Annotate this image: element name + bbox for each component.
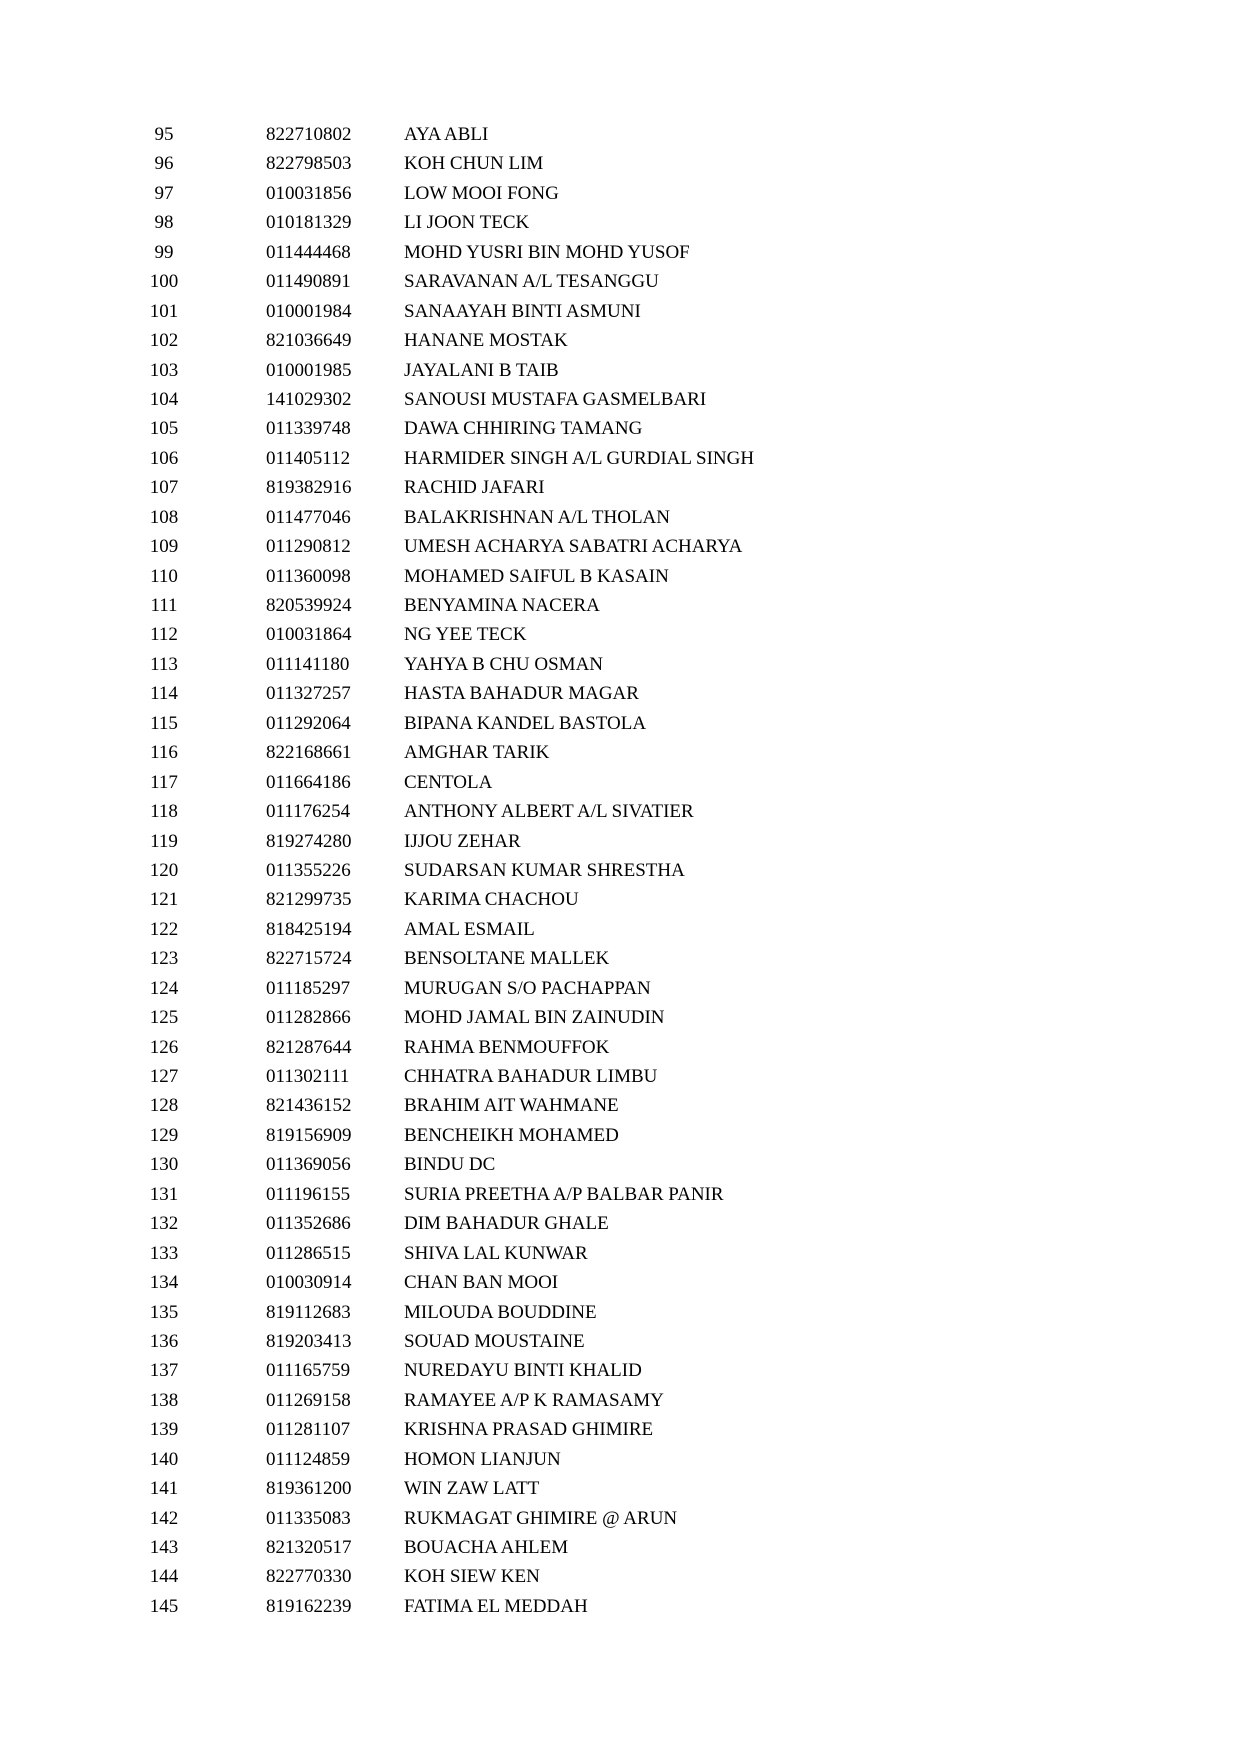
row-name: HOMON LIANJUN [404, 1448, 561, 1470]
list-row [0, 1356, 1241, 1385]
row-id: 011286515 [266, 1242, 351, 1264]
row-id: 011405112 [266, 447, 351, 469]
row-name: LOW MOOI FONG [404, 182, 559, 204]
row-name: BOUACHA AHLEM [404, 1537, 569, 1558]
row-name: LI JOON TECK [404, 212, 530, 234]
row-name: BENYAMINA NACERA [404, 595, 600, 616]
row-id: 011269158 [266, 1389, 351, 1411]
row-id: 821299735 [266, 889, 352, 911]
list-row [0, 856, 1241, 885]
row-id: 011290812 [266, 536, 351, 558]
row-name: BENCHEIKH MOHAMED [404, 1124, 619, 1146]
list-row [0, 1327, 1241, 1356]
list-row [0, 827, 1241, 856]
row-number: 122 [149, 918, 179, 940]
row-name: FATIMA EL MEDDAH [404, 1595, 588, 1617]
row-id: 822798503 [266, 153, 352, 175]
list-row [0, 179, 1241, 208]
row-name: IJJOU ZEHAR [404, 830, 521, 852]
row-number: 104 [149, 388, 179, 410]
row-number: 138 [149, 1389, 179, 1411]
row-number: 135 [149, 1301, 179, 1323]
row-id: 819112683 [266, 1301, 351, 1323]
list-row [0, 1474, 1241, 1503]
row-number: 108 [149, 506, 179, 528]
list-row [0, 679, 1241, 708]
row-name: HASTA BAHADUR MAGAR [404, 683, 639, 705]
row-name: NG YEE TECK [404, 624, 527, 646]
row-number: 120 [149, 859, 179, 881]
list-row [0, 915, 1241, 944]
list-row [0, 1062, 1241, 1091]
row-name: KARIMA CHACHOU [404, 889, 579, 911]
list-row [0, 297, 1241, 326]
row-number: 123 [149, 948, 179, 970]
row-id: 819162239 [266, 1595, 352, 1617]
row-number: 145 [149, 1595, 179, 1617]
row-id: 822770330 [266, 1566, 352, 1588]
row-name: UMESH ACHARYA SABATRI ACHARYA [404, 536, 743, 558]
row-number: 98 [154, 212, 174, 234]
list-row [0, 1091, 1241, 1120]
row-name: BENSOLTANE MALLEK [404, 948, 610, 970]
row-number: 109 [149, 536, 179, 558]
row-number: 106 [149, 447, 179, 469]
row-number: 96 [154, 153, 174, 175]
row-id: 141029302 [266, 388, 352, 410]
row-name: KOH SIEW KEN [404, 1566, 540, 1588]
row-number: 111 [150, 595, 178, 616]
row-name: MILOUDA BOUDDINE [404, 1301, 597, 1323]
row-id: 011490891 [266, 271, 351, 293]
row-number: 105 [149, 418, 179, 440]
list-row [0, 503, 1241, 532]
list-row [0, 532, 1241, 561]
row-id: 820539924 [266, 595, 352, 616]
row-name: SANOUSI MUSTAFA GASMELBARI [404, 388, 707, 410]
row-name: BINDU DC [404, 1154, 496, 1176]
row-id: 011176254 [266, 801, 351, 823]
row-number: 144 [149, 1566, 179, 1588]
row-name: WIN ZAW LATT [404, 1478, 540, 1500]
row-name: CENTOLA [404, 771, 493, 793]
row-name: HANANE MOSTAK [404, 330, 568, 352]
row-id: 011196155 [266, 1183, 351, 1205]
row-number: 125 [149, 1007, 179, 1029]
row-id: 821436152 [266, 1095, 352, 1117]
row-number: 130 [149, 1154, 179, 1176]
row-name: DIM BAHADUR GHALE [404, 1213, 609, 1235]
row-number: 137 [149, 1360, 179, 1382]
row-name: KOH CHUN LIM [404, 153, 544, 175]
row-number: 136 [149, 1330, 179, 1352]
row-number: 103 [149, 359, 179, 381]
row-name: BALAKRISHNAN A/L THOLAN [404, 506, 670, 528]
row-number: 132 [149, 1213, 179, 1235]
row-id: 819361200 [266, 1478, 352, 1500]
list-row [0, 1209, 1241, 1238]
list-row [0, 797, 1241, 826]
list-row [0, 650, 1241, 679]
row-number: 143 [149, 1537, 179, 1558]
row-id: 821320517 [266, 1537, 352, 1558]
row-number: 140 [149, 1448, 179, 1470]
row-number: 114 [150, 683, 178, 705]
row-id: 821287644 [266, 1036, 352, 1058]
row-number: 129 [149, 1124, 179, 1146]
row-name: ANTHONY ALBERT A/L SIVATIER [404, 801, 694, 823]
row-number: 142 [149, 1507, 179, 1529]
row-number: 99 [154, 241, 174, 263]
row-id: 011281107 [266, 1419, 351, 1441]
list-row [0, 1033, 1241, 1062]
row-number: 131 [149, 1183, 179, 1205]
row-number: 128 [149, 1095, 179, 1117]
list-row [0, 974, 1241, 1003]
row-id: 011141180 [266, 653, 350, 675]
list-row [0, 473, 1241, 502]
row-number: 117 [150, 771, 178, 793]
row-number: 119 [150, 830, 178, 852]
list-row [0, 149, 1241, 178]
row-name: SHIVA LAL KUNWAR [404, 1242, 588, 1264]
row-number: 126 [149, 1036, 179, 1058]
row-name: RUKMAGAT GHIMIRE @ ARUN [404, 1507, 678, 1529]
row-id: 011165759 [266, 1360, 351, 1382]
row-number: 112 [150, 624, 178, 646]
list-row [0, 620, 1241, 649]
row-id: 011444468 [266, 241, 351, 263]
row-number: 107 [149, 477, 179, 499]
list-row [0, 1445, 1241, 1474]
row-id: 010001984 [266, 300, 352, 322]
row-id: 819382916 [266, 477, 352, 499]
row-id: 011327257 [266, 683, 351, 705]
row-id: 011360098 [266, 565, 351, 587]
list-row [0, 1533, 1241, 1562]
row-name: SURIA PREETHA A/P BALBAR PANIR [404, 1183, 724, 1205]
row-name: MOHAMED SAIFUL B KASAIN [404, 565, 669, 587]
row-name: SOUAD MOUSTAINE [404, 1330, 585, 1352]
row-name: YAHYA B CHU OSMAN [404, 653, 604, 675]
list-row [0, 591, 1241, 620]
row-id: 010001985 [266, 359, 352, 381]
row-id: 010181329 [266, 212, 352, 234]
row-name: SANAAYAH BINTI ASMUNI [404, 300, 641, 322]
row-id: 011352686 [266, 1213, 351, 1235]
list-row [0, 885, 1241, 914]
row-name: MOHD JAMAL BIN ZAINUDIN [404, 1007, 665, 1029]
row-name: SARAVANAN A/L TESANGGU [404, 271, 659, 293]
row-id: 010031864 [266, 624, 352, 646]
row-id: 821036649 [266, 330, 352, 352]
list-row [0, 238, 1241, 267]
list-row [0, 1121, 1241, 1150]
row-name: BRAHIM AIT WAHMANE [404, 1095, 619, 1117]
row-name: AMGHAR TARIK [404, 742, 550, 764]
list-row [0, 768, 1241, 797]
row-name: JAYALANI B TAIB [404, 359, 559, 381]
row-name: CHAN BAN MOOI [404, 1272, 559, 1294]
row-name: RAMAYEE A/P K RAMASAMY [404, 1389, 664, 1411]
list-row [0, 738, 1241, 767]
list-row [0, 1415, 1241, 1444]
list-row [0, 944, 1241, 973]
row-id: 011369056 [266, 1154, 351, 1176]
row-name: AMAL ESMAIL [404, 918, 535, 940]
row-id: 822715724 [266, 948, 352, 970]
row-name: DAWA CHHIRING TAMANG [404, 418, 643, 440]
list-row [0, 385, 1241, 414]
row-id: 819156909 [266, 1124, 352, 1146]
list-row [0, 562, 1241, 591]
row-id: 011292064 [266, 712, 351, 734]
list-row [0, 1298, 1241, 1327]
list-row [0, 1239, 1241, 1268]
row-id: 011477046 [266, 506, 351, 528]
list-row [0, 1268, 1241, 1297]
row-number: 118 [150, 801, 178, 823]
row-name: MOHD YUSRI BIN MOHD YUSOF [404, 241, 690, 263]
row-name: BIPANA KANDEL BASTOLA [404, 712, 647, 734]
row-id: 011282866 [266, 1007, 351, 1029]
row-number: 127 [149, 1066, 179, 1087]
row-number: 133 [149, 1242, 179, 1264]
row-number: 134 [149, 1272, 179, 1294]
row-name: RACHID JAFARI [404, 477, 545, 499]
list-row [0, 326, 1241, 355]
row-number: 100 [149, 271, 179, 293]
row-id: 011335083 [266, 1507, 351, 1529]
row-name: RAHMA BENMOUFFOK [404, 1036, 610, 1058]
list-row [0, 444, 1241, 473]
list-row [0, 120, 1241, 149]
row-id: 010030914 [266, 1272, 352, 1294]
row-number: 110 [150, 565, 178, 587]
row-id: 011124859 [266, 1448, 351, 1470]
row-name: HARMIDER SINGH A/L GURDIAL SINGH [404, 447, 755, 469]
row-number: 121 [149, 889, 179, 911]
list-row [0, 1562, 1241, 1591]
row-id: 822168661 [266, 742, 352, 764]
row-number: 115 [150, 712, 178, 734]
row-name: KRISHNA PRASAD GHIMIRE [404, 1419, 654, 1441]
name-list [0, 120, 1241, 1621]
row-number: 113 [150, 653, 178, 675]
list-row [0, 1386, 1241, 1415]
row-id: 011185297 [266, 977, 351, 999]
row-name: AYA ABLI [404, 124, 489, 145]
row-id: 010031856 [266, 182, 352, 204]
list-row [0, 414, 1241, 443]
row-id: 819274280 [266, 830, 352, 852]
row-number: 95 [154, 124, 174, 145]
row-id: 011355226 [266, 859, 351, 881]
row-name: MURUGAN S/O PACHAPPAN [404, 977, 651, 999]
row-number: 101 [149, 300, 179, 322]
row-number: 141 [149, 1478, 179, 1500]
row-number: 139 [149, 1419, 179, 1441]
row-number: 102 [149, 330, 179, 352]
row-number: 116 [150, 742, 178, 764]
list-row [0, 709, 1241, 738]
row-number: 124 [149, 977, 179, 999]
list-row [0, 1504, 1241, 1533]
list-row [0, 356, 1241, 385]
row-id: 011302111 [266, 1066, 350, 1087]
row-number: 97 [154, 182, 174, 204]
row-id: 011664186 [266, 771, 351, 793]
row-name: SUDARSAN KUMAR SHRESTHA [404, 859, 685, 881]
row-id: 822710802 [266, 124, 352, 145]
list-row [0, 1003, 1241, 1032]
list-row [0, 1592, 1241, 1621]
list-row [0, 1150, 1241, 1179]
list-row [0, 1180, 1241, 1209]
row-name: NUREDAYU BINTI KHALID [404, 1360, 642, 1382]
row-id: 819203413 [266, 1330, 352, 1352]
list-row [0, 208, 1241, 237]
row-id: 011339748 [266, 418, 351, 440]
row-name: CHHATRA BAHADUR LIMBU [404, 1066, 658, 1087]
list-row [0, 267, 1241, 296]
row-id: 818425194 [266, 918, 352, 940]
